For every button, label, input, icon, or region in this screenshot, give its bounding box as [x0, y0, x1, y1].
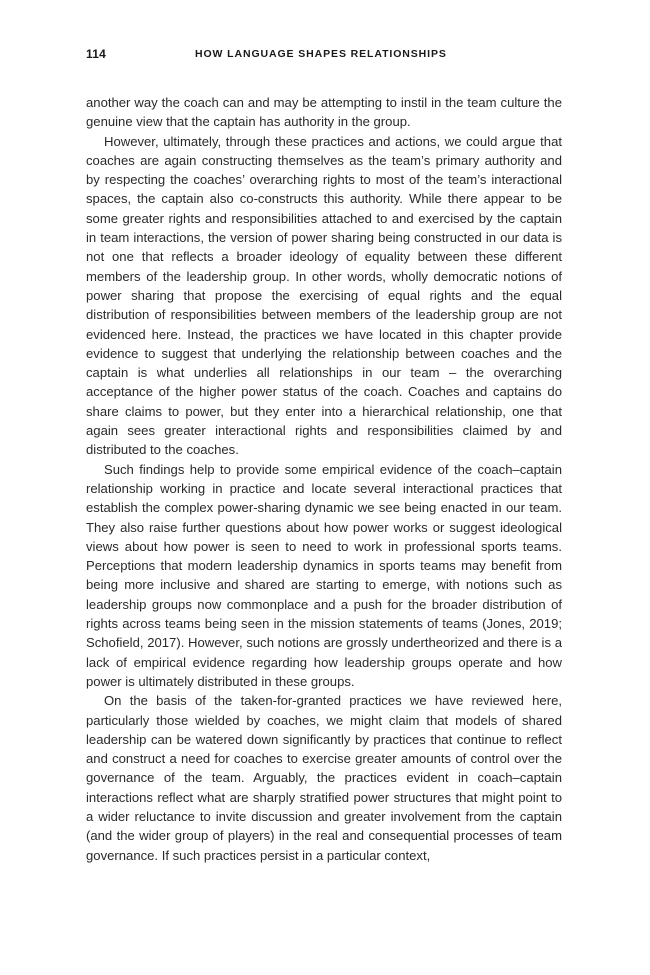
paragraph-shared-leadership: On the basis of the taken-for-granted practices we have reviewed here, particularly those wielded by coaches, we might claim that models of shared leadership can be watered down significantly by practices that continue to reflect and construct a need for coaches to exercise greater amounts of control over the governance of the team. Arguably, the practices evident in coach–captain interactions reflect what are sharply stratified power structures that might point to a wider reluctance to invite discussion and greater involvement from the captain (and the wider group of players) in the real and consequential processes of team governance. If such practices persist in a particular context,: [86, 693, 562, 863]
running-title: HOW LANGUAGE SHAPES RELATIONSHIPS: [195, 48, 447, 60]
body-text: [86, 93, 562, 865]
page-number: 114: [86, 47, 106, 61]
paragraph-empirical-findings: Such findings help to provide some empirical evidence of the coach–captain relationship working in practice and locate several interactional practices that establish the complex power-sharing dynamic we see being enacted in our team. They also raise further questions about how power works or suggest ideological views about how power is seen to need to work in professional sports teams. Perceptions that modern leadership dynamics in sports teams may benefit from being more inclusive and shared are starting to emerge, with notions such as leadership groups now commonplace and a push for the broader distribution of rights across teams being seen in the mission statements of teams (Jones, 2019; Schofield, 2017). However, such notions are grossly undertheorized and there is a lack of empirical evidence regarding how leadership groups operate and how power is ultimately distributed in these groups.: [86, 461, 562, 689]
running-head: [86, 47, 562, 63]
paragraph-power-construction: However, ultimately, through these practices and actions, we could argue that coaches are again constructing themselves as the team’s primary authority and by respecting the coaches’ overarching rights to most of the team’s interactional spaces, the captain also co-constructs this authority. While there appear to be some greater rights and responsibilities attached to and exercised by the captain in team interactions, the version of power sharing being constructed in our data is not one that reflects a broader ideology of equality between these different members of the leadership group. In other words, wholly democratic notions of power sharing that propose the exercising of equal rights and the equal distribution of responsibilities between members of the leadership group are not evidenced here. Instead, the practices we have located in this chapter provide evidence to suggest that underlying the relationship between coaches and the captain is what underlies all relationships in our team – the overarching acceptance of the higher power status of the coach. Coaches and captains do share claims to power, but they enter into a hierarchical relationship, one that again sees greater interactional rights and responsibilities claimed by and distributed to the coaches.: [86, 133, 562, 458]
paragraph-continuation: another way the coach can and may be attempting to instil in the team culture the genuine view that the captain has authority in the group.: [86, 95, 562, 130]
